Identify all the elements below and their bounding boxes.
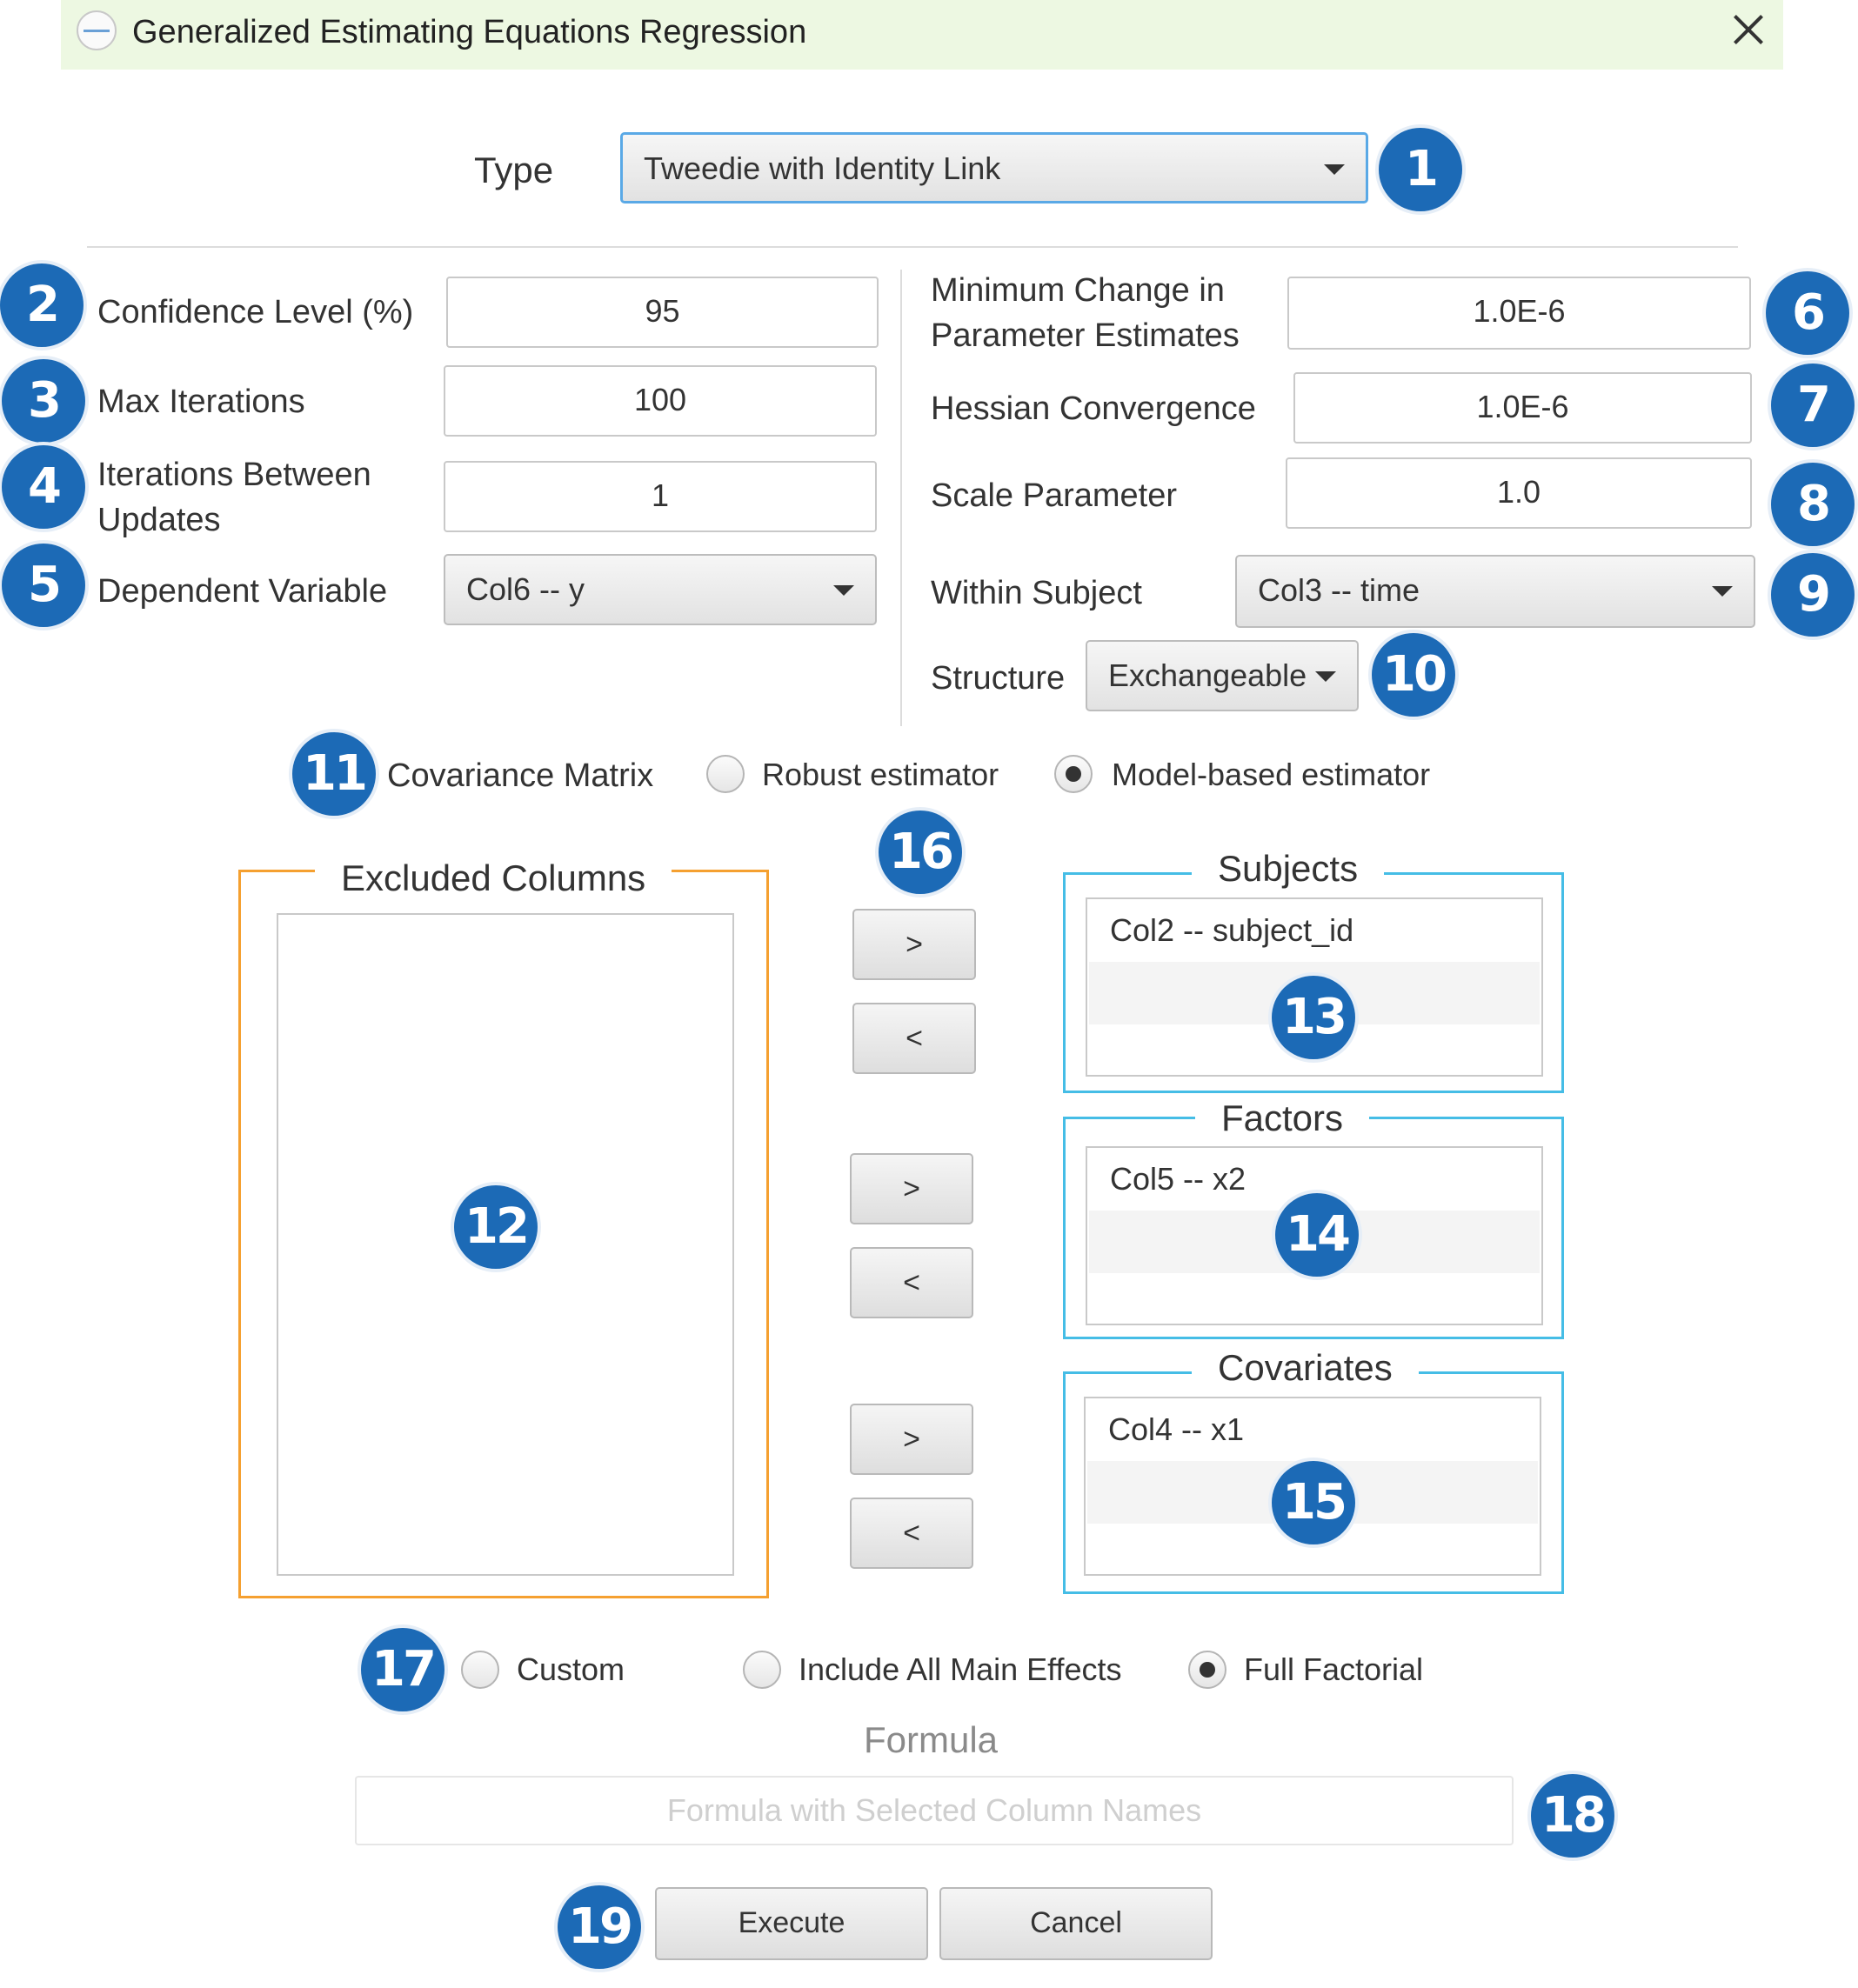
max-iterations-input[interactable]: 100	[444, 365, 877, 437]
structure-dropdown[interactable]	[1086, 640, 1359, 711]
execute-button[interactable]: Execute	[655, 1887, 928, 1960]
remove-covariate-button[interactable]: <	[850, 1498, 973, 1569]
add-covariate-button[interactable]: >	[850, 1404, 973, 1475]
within-subject-label: Within Subject	[931, 575, 1142, 611]
hessian-input[interactable]: 1.0E-6	[1293, 372, 1752, 444]
type-value: Tweedie with Identity Link	[644, 150, 1001, 186]
column-divider	[900, 270, 902, 726]
badge-12: 12	[454, 1185, 538, 1269]
within-subject-value: Col3 -- time	[1258, 572, 1420, 608]
covariates-title: Covariates	[1192, 1346, 1419, 1390]
add-subject-button[interactable]: >	[852, 909, 976, 980]
structure-value: Exchangeable	[1108, 657, 1307, 693]
within-subject-dropdown[interactable]	[1235, 555, 1755, 628]
badge-11: 11	[292, 732, 376, 816]
badge-1: 1	[1379, 128, 1462, 211]
custom-radio[interactable]	[461, 1651, 499, 1689]
iterations-between-input[interactable]: 1	[444, 461, 877, 532]
iterations-between-label: Iterations Between Updates	[97, 457, 371, 538]
chevron-down-icon	[1324, 164, 1345, 175]
type-label: Type	[474, 150, 554, 190]
full-factorial-label: Full Factorial	[1244, 1651, 1424, 1687]
covariance-label: Covariance Matrix	[387, 757, 654, 794]
badge-17: 17	[361, 1628, 444, 1711]
type-dropdown[interactable]	[620, 132, 1368, 203]
list-item[interactable]: Col5 -- x2	[1110, 1161, 1246, 1197]
chevron-down-icon	[833, 585, 854, 596]
list-item[interactable]: Col2 -- subject_id	[1110, 912, 1354, 948]
badge-5: 5	[2, 544, 85, 627]
main-effects-label: Include All Main Effects	[799, 1651, 1122, 1687]
badge-15: 15	[1272, 1461, 1355, 1544]
badge-4: 4	[2, 445, 85, 529]
close-icon[interactable]	[1727, 7, 1772, 52]
badge-18: 18	[1531, 1774, 1614, 1858]
badge-14: 14	[1275, 1193, 1359, 1277]
robust-estimator-radio[interactable]	[706, 755, 745, 793]
list-item[interactable]: Col4 -- x1	[1108, 1411, 1245, 1447]
formula-input[interactable]: Formula with Selected Column Names	[355, 1776, 1514, 1845]
badge-13: 13	[1272, 976, 1355, 1059]
remove-factor-button[interactable]: <	[850, 1247, 973, 1318]
remove-subject-button[interactable]: <	[852, 1003, 976, 1074]
full-factorial-radio[interactable]	[1188, 1651, 1226, 1689]
confidence-label: Confidence Level (%)	[97, 294, 414, 330]
scale-parameter-label: Scale Parameter	[931, 477, 1178, 514]
badge-8: 8	[1771, 463, 1855, 546]
dependent-variable-label: Dependent Variable	[97, 573, 388, 610]
dependent-variable-value: Col6 -- y	[466, 571, 585, 607]
robust-estimator-label: Robust estimator	[762, 757, 999, 792]
model-based-estimator-radio[interactable]	[1054, 755, 1093, 793]
add-factor-button[interactable]: >	[850, 1153, 973, 1224]
confidence-input[interactable]: 95	[446, 277, 879, 348]
separator	[87, 246, 1738, 248]
cancel-button[interactable]: Cancel	[939, 1887, 1213, 1960]
scale-parameter-input[interactable]: 1.0	[1286, 457, 1752, 529]
hessian-label: Hessian Convergence	[931, 390, 1256, 427]
min-change-input[interactable]: 1.0E-6	[1287, 277, 1751, 350]
badge-9: 9	[1771, 553, 1855, 637]
badge-19: 19	[558, 1885, 641, 1969]
max-iterations-label: Max Iterations	[97, 384, 305, 420]
formula-label: Formula	[864, 1719, 999, 1760]
badge-6: 6	[1766, 271, 1849, 355]
model-based-estimator-label: Model-based estimator	[1112, 757, 1431, 792]
badge-10: 10	[1372, 633, 1455, 717]
badge-7: 7	[1771, 364, 1855, 447]
structure-label: Structure	[931, 660, 1066, 697]
min-change-label: Minimum Change in Parameter Estimates	[931, 272, 1240, 354]
subjects-title: Subjects	[1192, 847, 1384, 891]
chevron-down-icon	[1712, 586, 1733, 597]
factors-title: Factors	[1195, 1097, 1369, 1140]
dependent-variable-dropdown[interactable]	[444, 554, 877, 625]
badge-3: 3	[2, 359, 85, 443]
app-icon	[77, 10, 117, 50]
custom-label: Custom	[517, 1651, 625, 1687]
badge-2: 2	[0, 264, 84, 347]
main-effects-radio[interactable]	[743, 1651, 781, 1689]
window-title: Generalized Estimating Equations Regression	[132, 14, 807, 50]
chevron-down-icon	[1315, 671, 1336, 682]
badge-16: 16	[879, 811, 962, 894]
excluded-columns-title: Excluded Columns	[315, 857, 672, 900]
